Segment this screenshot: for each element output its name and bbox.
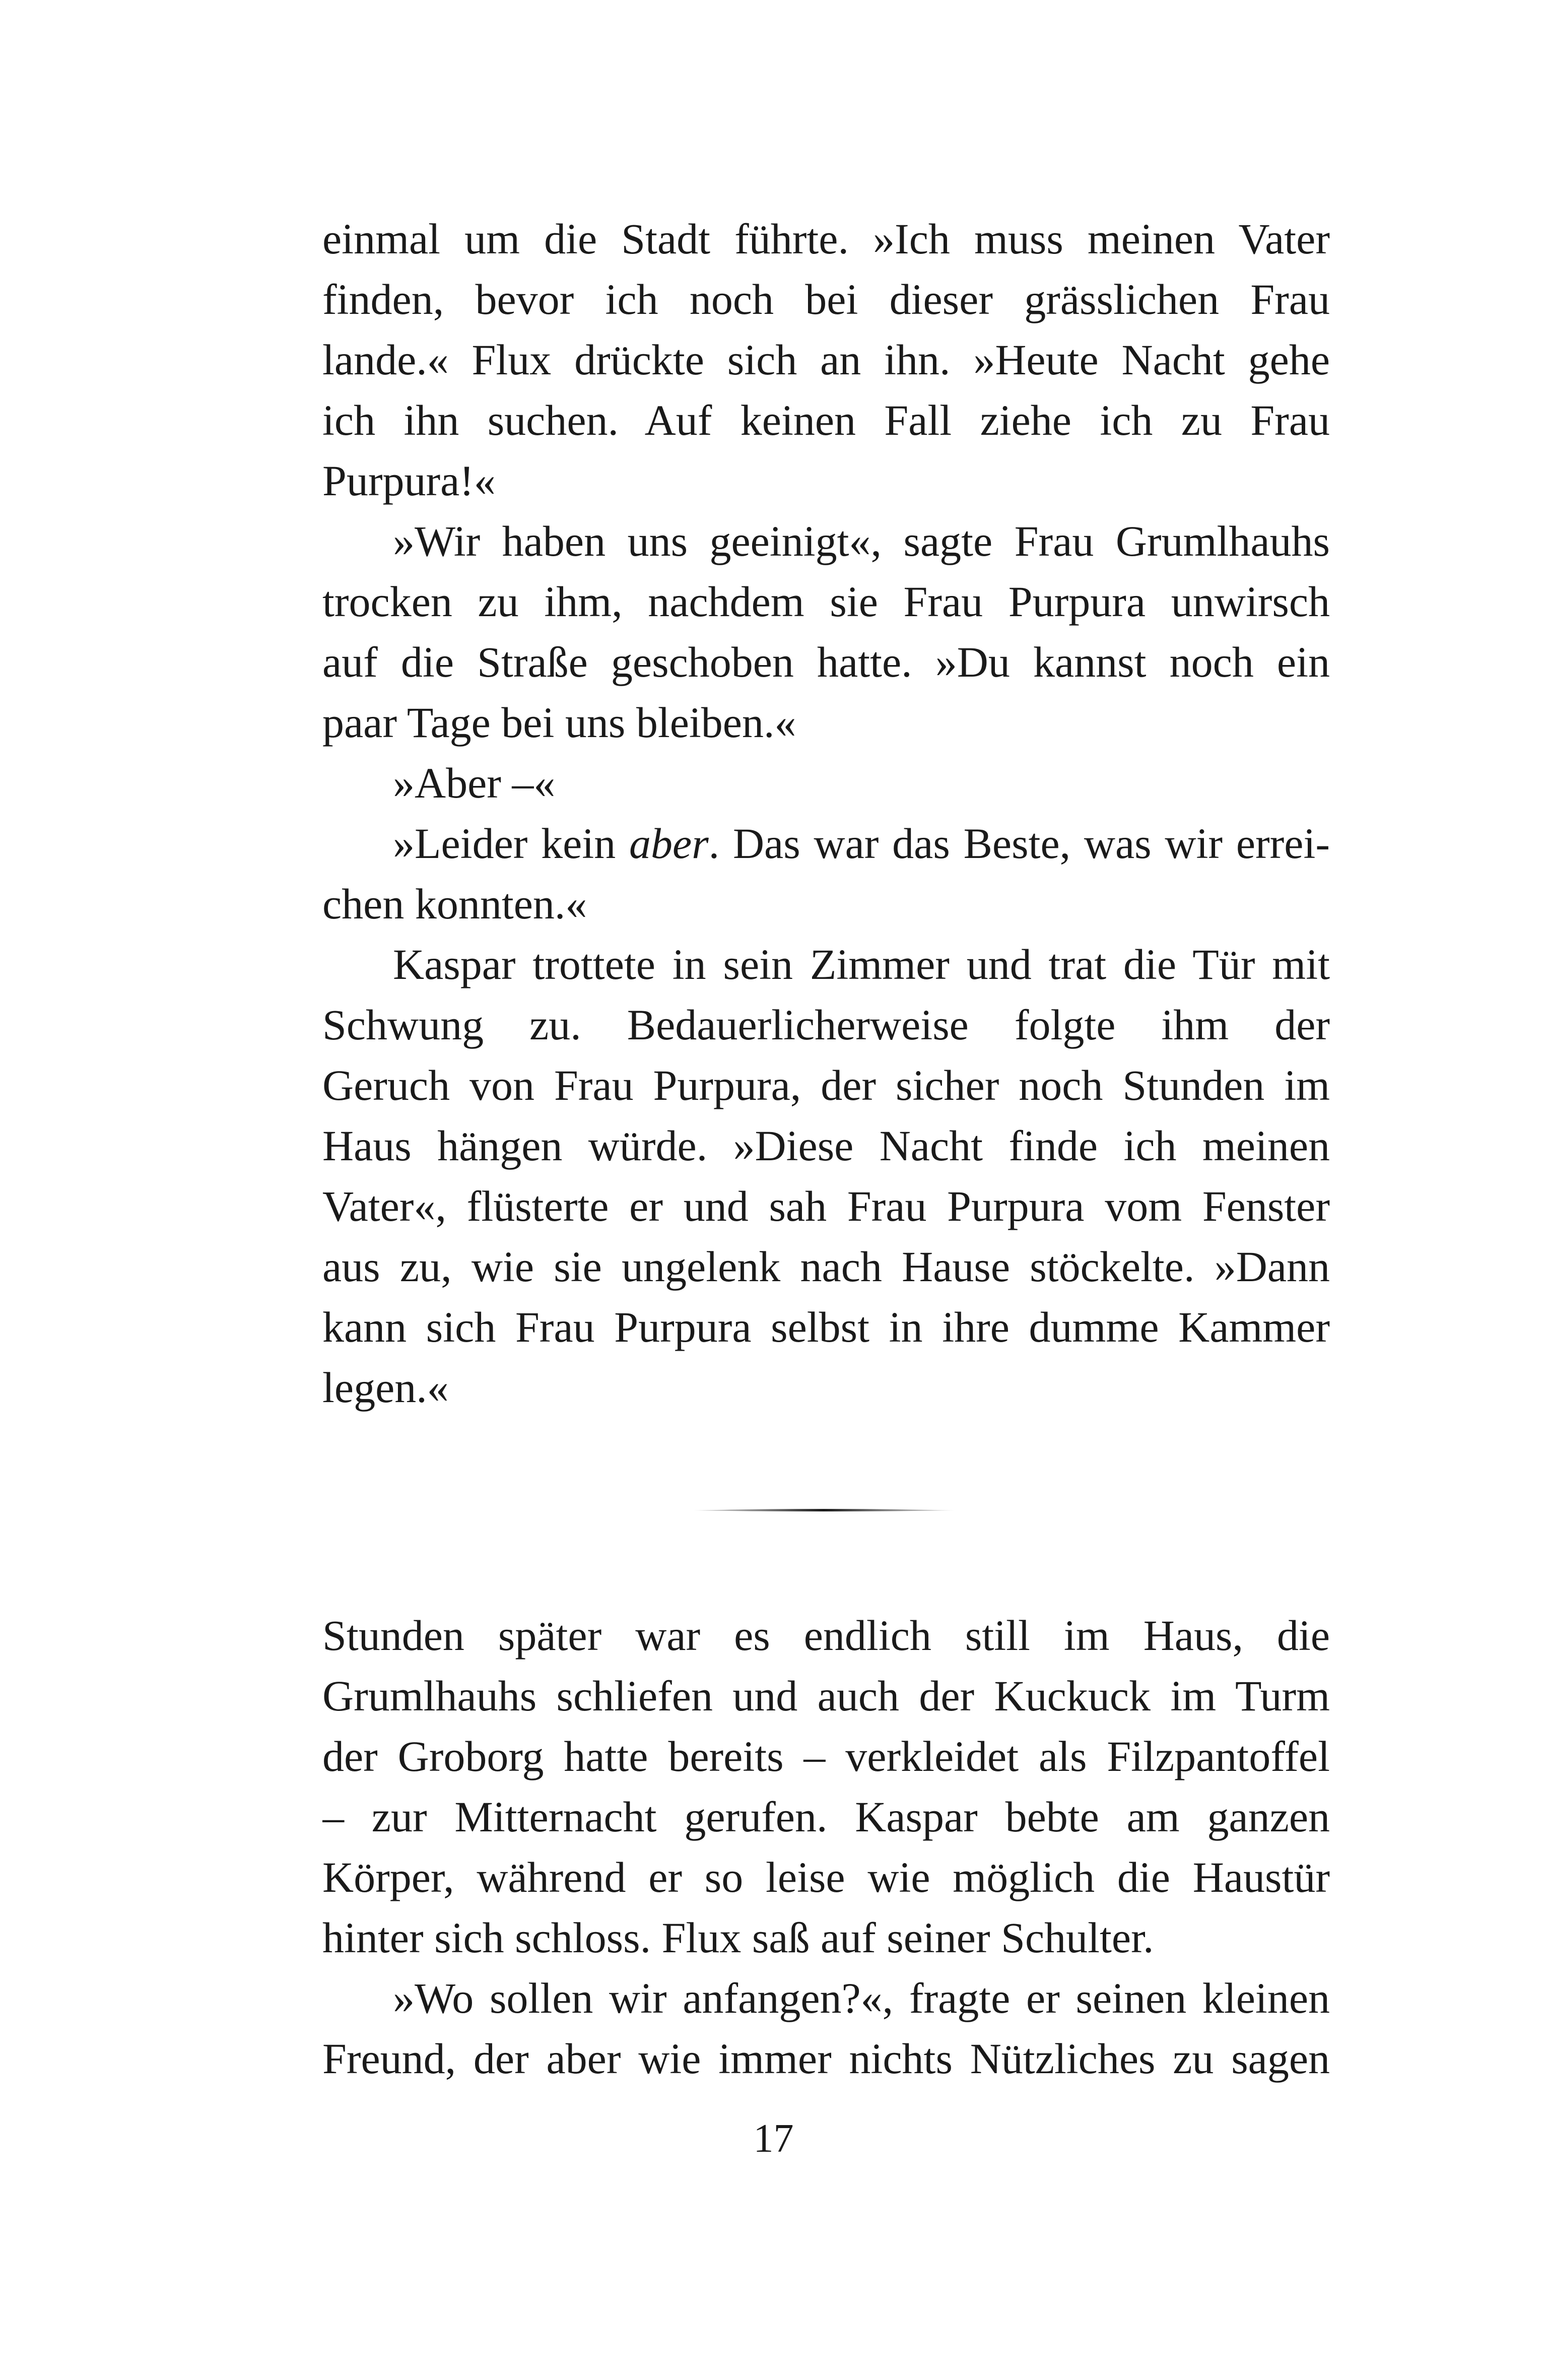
text-line: kann sich Frau Purpura selbst in ihre dumme Kammer: [322, 1303, 1330, 1351]
text-line: – zur Mitternacht gerufen. Kaspar bebte am ganzen: [322, 1793, 1330, 1841]
text-fragment: »Leider kein: [393, 819, 630, 868]
text-fragment: . Das war das Beste, was wir errei-: [708, 819, 1330, 868]
text-line: der Groborg hatte bereits – verkleidet als Filzpantoffel: [322, 1732, 1330, 1780]
text-line: Schwung zu. Bedauerlicherweise folgte ihm der: [322, 1001, 1330, 1049]
text-line: ich ihn suchen. Auf keinen Fall ziehe ich zu Frau: [322, 396, 1330, 444]
text-line: paar Tage bei uns bleiben.«: [322, 698, 796, 747]
text-line: Haus hängen würde. »Diese Nacht finde ich meinen: [322, 1121, 1330, 1170]
text-line: hinter sich schloss. Flux saß auf seiner Schulter.: [322, 1913, 1154, 1962]
page-number: 17: [753, 2117, 794, 2161]
text-line: Vater«, flüsterte er und sah Frau Purpura vom Fenster: [322, 1182, 1330, 1230]
text-line: chen konnten.«: [322, 880, 587, 928]
text-line: auf die Straße geschoben hatte. »Du kannst noch ein: [322, 638, 1330, 686]
text-line: »Aber –«: [393, 759, 556, 807]
text-line: finden, bevor ich noch bei dieser grässlichen Frau: [322, 275, 1330, 323]
text-line: Purpura!«: [322, 456, 496, 505]
text-line: Grumlhauhs schliefen und auch der Kuckuck im Turm: [322, 1672, 1330, 1720]
text-line: einmal um die Stadt führte. »Ich muss meinen Vater: [322, 215, 1330, 263]
text-line: Körper, während er so leise wie möglich die Haustür: [322, 1853, 1330, 1901]
text-line: Geruch von Frau Purpura, der sicher noch Stunden im: [322, 1061, 1330, 1109]
text-block-bottom: [322, 1605, 1330, 2089]
section-divider: [693, 1508, 955, 1513]
text-line: [322, 813, 1330, 874]
text-line: »Wo sollen wir anfangen?«, fragte er seinen kleinen: [393, 1974, 1330, 2022]
text-line: Stunden später war es endlich still im Haus, die: [322, 1611, 1330, 1660]
emphasis-text: aber: [629, 819, 709, 868]
text-line: trocken zu ihm, nachdem sie Frau Purpura unwirsch: [322, 577, 1330, 626]
text-line: aus zu, wie sie ungelenk nach Hause stöckelte. »Dann: [322, 1242, 1330, 1291]
text-line: »Wir haben uns geeinigt«, sagte Frau Grumlhauhs: [393, 517, 1330, 565]
text-block-top: [322, 209, 1330, 1418]
text-line: lande.« Flux drückte sich an ihn. »Heute Nacht gehe: [322, 336, 1330, 384]
text-line: legen.«: [322, 1363, 449, 1412]
text-line: Freund, der aber wie immer nichts Nützliches zu sagen: [322, 2034, 1330, 2083]
text-line: Kaspar trottete in sein Zimmer und trat die Tür mit: [393, 940, 1330, 988]
